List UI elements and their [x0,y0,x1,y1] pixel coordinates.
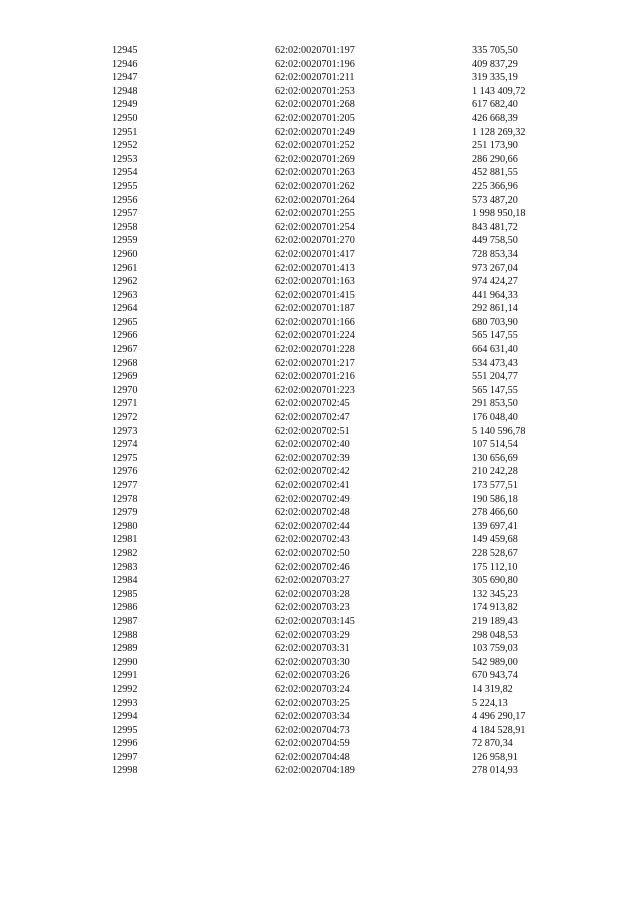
row-number: 12959 [112,235,138,247]
row-number: 12976 [112,466,138,478]
table-row [0,207,640,221]
table-row [0,751,640,765]
cadastral-value: 210 242,28 [472,466,518,478]
table-row [0,139,640,153]
row-number: 12961 [112,262,138,274]
table-row [0,153,640,167]
table-row [0,425,640,439]
row-number: 12994 [112,711,138,723]
cadastral-value: 617 682,40 [472,99,518,111]
cadastral-value: 335 705,50 [472,45,518,56]
cadastral-number: 62:02:0020703:30 [275,656,350,668]
cadastral-value: 542 989,00 [472,656,518,668]
row-number: 12988 [112,629,138,641]
table-row [0,384,640,398]
table-row [0,697,640,711]
cadastral-value: 565 147,55 [472,384,518,396]
cadastral-value: 103 759,03 [472,643,518,655]
cadastral-number: 62:02:0020702:47 [275,412,350,424]
cadastral-number: 62:02:0020703:28 [275,588,350,600]
cadastral-value: 409 837,29 [472,58,518,70]
table-row [0,493,640,507]
row-number: 12996 [112,738,138,750]
cadastral-value: 149 459,68 [472,534,518,546]
table-row [0,601,640,615]
cadastral-number: 62:02:0020701:187 [275,303,355,315]
cadastral-value: 4 496 290,17 [472,711,526,723]
cadastral-number: 62:02:0020701:254 [275,221,355,233]
row-number: 12966 [112,330,138,342]
row-number: 12984 [112,575,138,587]
row-number: 12960 [112,248,138,260]
table-row [0,112,640,126]
row-number: 12997 [112,751,138,763]
table-row [0,710,640,724]
cadastral-number: 62:02:0020701:263 [275,167,355,179]
cadastral-number: 62:02:0020702:48 [275,507,350,519]
row-number: 12987 [112,615,138,627]
row-number: 12954 [112,167,138,179]
cadastral-number: 62:02:0020702:50 [275,547,350,559]
cadastral-number: 62:02:0020701:255 [275,208,355,220]
cadastral-value: 228 528,67 [472,547,518,559]
table-row [0,126,640,140]
table-row [0,262,640,276]
cadastral-value: 974 424,27 [472,276,518,288]
cadastral-value: 5 224,13 [472,697,508,709]
table-row [0,533,640,547]
cadastral-value: 251 173,90 [472,140,518,152]
cadastral-number: 62:02:0020701:205 [275,112,355,124]
row-number: 12945 [112,45,138,56]
cadastral-value: 278 466,60 [472,507,518,519]
cadastral-number: 62:02:0020703:145 [275,615,355,627]
table-row [0,71,640,85]
cadastral-number: 62:02:0020701:228 [275,344,355,356]
cadastral-value: 449 758,50 [472,235,518,247]
cadastral-number: 62:02:0020703:26 [275,670,350,682]
cadastral-value: 286 290,66 [472,153,518,165]
cadastral-value: 107 514,54 [472,439,518,451]
table-row [0,58,640,72]
cadastral-value: 680 703,90 [472,316,518,328]
table-row [0,574,640,588]
table-row [0,289,640,303]
cadastral-value: 973 267,04 [472,262,518,274]
cadastral-number: 62:02:0020701:264 [275,194,355,206]
table-row [0,561,640,575]
cadastral-value-table [0,44,640,778]
cadastral-value: 551 204,77 [472,371,518,383]
row-number: 12962 [112,276,138,288]
row-number: 12985 [112,588,138,600]
row-number: 12967 [112,344,138,356]
row-number: 12992 [112,683,138,695]
row-number: 12989 [112,643,138,655]
table-row [0,329,640,343]
table-row [0,180,640,194]
row-number: 12991 [112,670,138,682]
cadastral-number: 62:02:0020701:262 [275,180,355,192]
cadastral-value: 225 366,96 [472,180,518,192]
table-row [0,343,640,357]
row-number: 12947 [112,72,138,84]
cadastral-number: 62:02:0020702:46 [275,561,350,573]
table-row [0,234,640,248]
table-row [0,506,640,520]
row-number: 12977 [112,480,138,491]
cadastral-value: 426 668,39 [472,112,518,124]
row-number: 12963 [112,289,138,301]
cadastral-value: 126 958,91 [472,751,518,763]
table-row [0,615,640,629]
cadastral-number: 62:02:0020702:45 [275,398,350,410]
cadastral-value: 14 319,82 [472,683,513,695]
cadastral-number: 62:02:0020701:216 [275,371,355,383]
row-number: 12974 [112,439,138,451]
table-row [0,166,640,180]
cadastral-number: 62:02:0020703:23 [275,602,350,614]
table-row [0,302,640,316]
row-number: 12986 [112,602,138,614]
table-row [0,452,640,466]
row-number: 12990 [112,656,138,668]
cadastral-number: 62:02:0020701:166 [275,316,355,328]
cadastral-number: 62:02:0020701:417 [275,248,355,260]
cadastral-value: 132 345,23 [472,588,518,600]
cadastral-value: 175 112,10 [472,561,518,573]
table-row [0,683,640,697]
cadastral-value: 319 335,19 [472,72,518,84]
cadastral-value: 5 140 596,78 [472,425,526,437]
cadastral-number: 62:02:0020704:59 [275,738,350,750]
table-row [0,357,640,371]
row-number: 12972 [112,412,138,424]
table-row [0,411,640,425]
cadastral-number: 62:02:0020704:48 [275,751,350,763]
cadastral-value: 843 481,72 [472,221,518,233]
cadastral-value: 452 881,55 [472,167,518,179]
table-row [0,764,640,778]
cadastral-number: 62:02:0020702:42 [275,466,350,478]
row-number: 12953 [112,153,138,165]
row-number: 12970 [112,384,138,396]
table-row [0,316,640,330]
cadastral-number: 62:02:0020701:252 [275,140,355,152]
row-number: 12975 [112,452,138,464]
row-number: 12952 [112,140,138,152]
cadastral-value: 728 853,34 [472,248,518,260]
table-row [0,737,640,751]
cadastral-value: 190 586,18 [472,493,518,505]
row-number: 12982 [112,547,138,559]
cadastral-value: 219 189,43 [472,615,518,627]
row-number: 12951 [112,126,138,138]
cadastral-value: 1 143 409,72 [472,85,526,97]
table-row [0,194,640,208]
row-number: 12971 [112,398,138,410]
cadastral-value: 670 943,74 [472,670,518,682]
cadastral-number: 62:02:0020703:27 [275,575,350,587]
cadastral-number: 62:02:0020701:269 [275,153,355,165]
row-number: 12964 [112,303,138,315]
table-row [0,642,640,656]
cadastral-number: 62:02:0020701:211 [275,72,355,84]
cadastral-value: 298 048,53 [472,629,518,641]
table-row [0,221,640,235]
cadastral-number: 62:02:0020703:24 [275,683,350,695]
cadastral-value: 176 048,40 [472,412,518,424]
table-row [0,629,640,643]
cadastral-number: 62:02:0020701:253 [275,85,355,97]
table-row [0,547,640,561]
cadastral-value: 291 853,50 [472,398,518,410]
cadastral-value: 1 128 269,32 [472,126,526,138]
cadastral-number: 62:02:0020702:41 [275,480,350,491]
table-row [0,438,640,452]
cadastral-value: 573 487,20 [472,194,518,206]
table-row [0,588,640,602]
table-row [0,520,640,534]
table-row [0,98,640,112]
row-number: 12948 [112,85,138,97]
row-number: 12956 [112,194,138,206]
cadastral-number: 62:02:0020704:189 [275,765,355,777]
cadastral-number: 62:02:0020701:249 [275,126,355,138]
cadastral-number: 62:02:0020703:25 [275,697,350,709]
row-number: 12973 [112,425,138,437]
table-row [0,479,640,493]
cadastral-value: 72 870,34 [472,738,513,750]
cadastral-number: 62:02:0020704:73 [275,724,350,736]
row-number: 12978 [112,493,138,505]
cadastral-number: 62:02:0020701:268 [275,99,355,111]
cadastral-number: 62:02:0020702:39 [275,452,350,464]
table-row [0,275,640,289]
cadastral-value: 441 964,33 [472,289,518,301]
row-number: 12980 [112,520,138,532]
cadastral-number: 62:02:0020702:49 [275,493,350,505]
cadastral-number: 62:02:0020702:40 [275,439,350,451]
cadastral-number: 62:02:0020703:31 [275,643,350,655]
row-number: 12981 [112,534,138,546]
cadastral-value: 305 690,80 [472,575,518,587]
cadastral-number: 62:02:0020701:270 [275,235,355,247]
table-row [0,669,640,683]
row-number: 12957 [112,208,138,220]
cadastral-number: 62:02:0020701:196 [275,58,355,70]
cadastral-value: 664 631,40 [472,344,518,356]
table-row [0,370,640,384]
row-number: 12958 [112,221,138,233]
cadastral-value: 174 913,82 [472,602,518,614]
table-row [0,724,640,738]
cadastral-value: 173 577,51 [472,480,518,491]
cadastral-value: 139 697,41 [472,520,518,532]
row-number: 12949 [112,99,138,111]
row-number: 12979 [112,507,138,519]
row-number: 12969 [112,371,138,383]
cadastral-number: 62:02:0020701:163 [275,276,355,288]
row-number: 12998 [112,765,138,777]
row-number: 12995 [112,724,138,736]
row-number: 12968 [112,357,138,369]
table-row [0,44,640,58]
cadastral-value: 292 861,14 [472,303,518,315]
cadastral-value: 565 147,55 [472,330,518,342]
row-number: 12955 [112,180,138,192]
table-row [0,656,640,670]
cadastral-value: 534 473,43 [472,357,518,369]
cadastral-number: 62:02:0020701:413 [275,262,355,274]
cadastral-number: 62:02:0020701:224 [275,330,355,342]
cadastral-number: 62:02:0020702:44 [275,520,350,532]
table-row [0,397,640,411]
row-number: 12965 [112,316,138,328]
table-row [0,465,640,479]
table-row [0,85,640,99]
row-number: 12993 [112,697,138,709]
cadastral-value: 130 656,69 [472,452,518,464]
table-row [0,248,640,262]
cadastral-number: 62:02:0020701:217 [275,357,355,369]
cadastral-number: 62:02:0020701:197 [275,45,355,56]
cadastral-value: 278 014,93 [472,765,518,777]
cadastral-number: 62:02:0020703:34 [275,711,350,723]
cadastral-number: 62:02:0020701:415 [275,289,355,301]
row-number: 12983 [112,561,138,573]
cadastral-number: 62:02:0020702:51 [275,425,350,437]
row-number: 12950 [112,112,138,124]
row-number: 12946 [112,58,138,70]
cadastral-value: 1 998 950,18 [472,208,526,220]
cadastral-number: 62:02:0020703:29 [275,629,350,641]
cadastral-value: 4 184 528,91 [472,724,526,736]
cadastral-number: 62:02:0020702:43 [275,534,350,546]
cadastral-number: 62:02:0020701:223 [275,384,355,396]
